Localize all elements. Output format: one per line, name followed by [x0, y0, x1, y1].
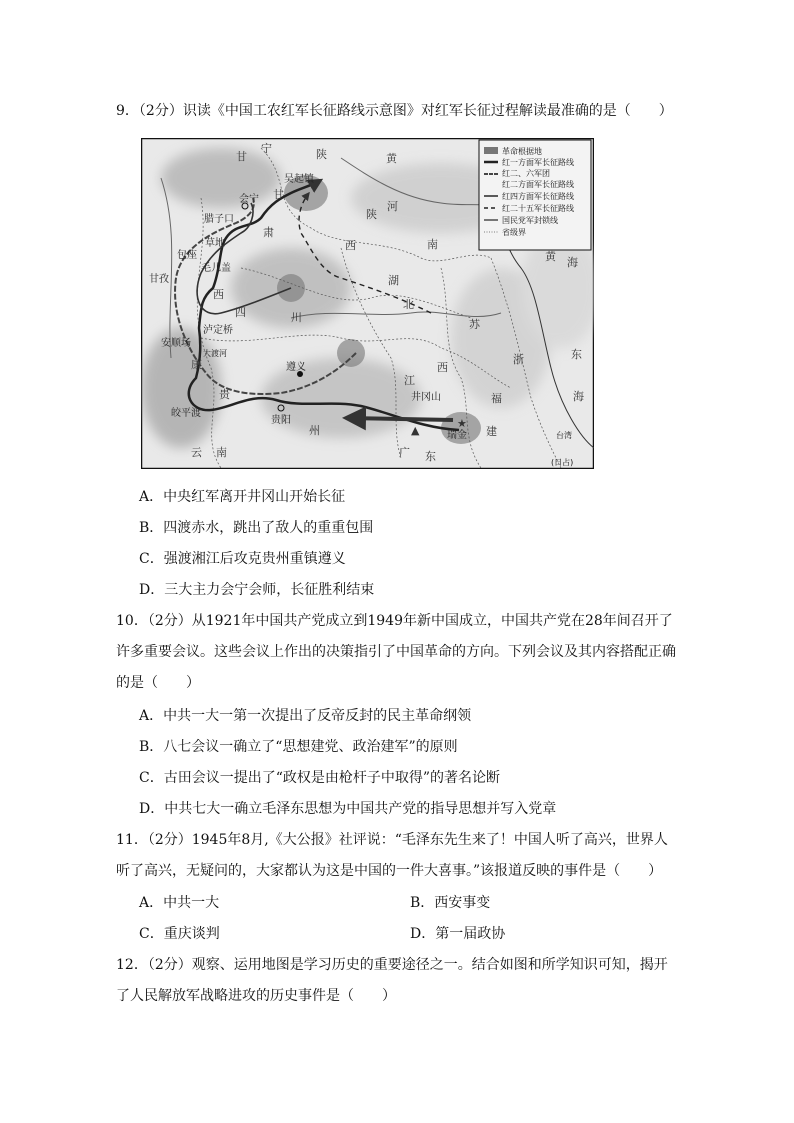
- place-baozuo: 包座: [177, 250, 197, 261]
- legend-red-25th: 红二十五军长征路线: [502, 204, 574, 213]
- region-gan: 甘: [236, 150, 247, 163]
- place-zunyi: 遵义: [286, 362, 306, 373]
- q11-option-b[interactable]: B．西安事变: [410, 895, 491, 911]
- region-su: 肃: [263, 226, 274, 239]
- place-jiaopingdu: 皎平渡: [171, 408, 201, 419]
- region-ning: 宁: [261, 142, 272, 155]
- q11-option-a[interactable]: A．中共一大: [139, 895, 220, 911]
- map-legend: [479, 140, 591, 250]
- place-ludingqiao: 泸定桥: [203, 325, 233, 336]
- region-he: 河: [387, 200, 398, 213]
- q11-option-c[interactable]: C．重庆谈判: [139, 926, 220, 942]
- place-riben: (日占): [551, 458, 574, 467]
- place-lazikou: 腊子口: [204, 214, 234, 225]
- region-hu: 湖: [388, 274, 399, 287]
- legend-base-area: 革命根据地: [502, 147, 542, 156]
- place-caodi: 草地: [205, 238, 225, 249]
- q10-option-b[interactable]: B．八七会议一确立了“思想建党、政治建军”的原则: [139, 739, 458, 755]
- region-kang: 康: [191, 358, 202, 371]
- region-shaan-2: 陕: [366, 208, 377, 221]
- region-gui: 贵: [219, 388, 230, 401]
- region-xi-2: 西: [437, 361, 448, 374]
- place-wuqizhen: 吴起镇: [284, 174, 314, 185]
- q9-option-a[interactable]: A．中央红军离开井冈山开始长征: [139, 489, 346, 505]
- place-maoergai: 毛儿盖: [201, 263, 231, 274]
- ruijin-star-icon: ★: [457, 417, 467, 430]
- region-nan-2: 南: [216, 446, 227, 459]
- place-guiyang: 贵阳: [271, 415, 291, 426]
- place-ruijin: 瑞金: [447, 430, 467, 441]
- route-arrow-from-ruijin: [346, 418, 453, 420]
- region-si: 四: [235, 306, 246, 319]
- region-jiang: 江: [404, 374, 415, 387]
- place-anshunchang: 安顺场: [161, 338, 191, 349]
- q10-option-d[interactable]: D．中共七大一确立毛泽东思想为中国共产党的指导思想并写入党章: [139, 801, 557, 817]
- jinggangshan-triangle-icon: ▲: [411, 424, 420, 437]
- legend-blockade: 国民党军封锁线: [502, 216, 558, 225]
- q9-option-c[interactable]: C．强渡湘江后攻克贵州重镇遵义: [139, 551, 346, 567]
- q12-stem: 12．（2分）观察、运用地图是学习历史的重要途径之一。结合如图和所学知识可知，揭开了人民解放军战略进攻的历史事件是（ ）: [116, 957, 668, 1004]
- base-area-xiangexi: [337, 339, 365, 367]
- region-guang: 广: [399, 446, 410, 459]
- region-zhou: 州: [309, 424, 320, 437]
- region-shaan: 陕: [316, 148, 327, 161]
- legend-red-1st: 红一方面军长征路线: [502, 158, 574, 167]
- q10-stem: 10．（2分）从1921年中国共产党成立到1949年新中国成立，中国共产党在28年间召开了许多重要会议。这些会议上作出的决策指引了中国革命的方向。下列会议及其内容搭配正确的是（ ）: [116, 613, 676, 691]
- legend-province-border: 省级界: [502, 228, 526, 237]
- region-dong-sea: 东: [571, 348, 582, 361]
- q9-option-b[interactable]: B．四渡赤水，跳出了敌人的重重包围: [139, 520, 374, 536]
- region-nan: 南: [427, 238, 438, 251]
- region-fu: 福: [491, 392, 502, 405]
- region-xi: 西: [345, 239, 356, 252]
- place-taiwan: 台湾: [556, 431, 572, 440]
- region-xi-3: 西: [213, 288, 224, 301]
- region-hai: 海: [567, 256, 578, 269]
- legend-red-4th: 红四方面军长征路线: [502, 192, 574, 201]
- legend-red-2-6: 红二、六军团: [502, 169, 550, 178]
- region-dong: 东: [425, 450, 436, 463]
- q11-stem: 11．（2分）1945年8月,《大公报》社评说：“毛泽东先生来了！中国人听了高兴，世界人听了高兴，无疑问的，大家都认为这是中国的一件大喜事。”该报道反映的事件是（ ）: [116, 832, 668, 879]
- region-zhe: 浙: [513, 353, 524, 366]
- region-yun: 云: [191, 446, 202, 459]
- region-chuan: 川: [291, 311, 302, 324]
- place-ganzi: 甘孜: [149, 274, 169, 285]
- q9-stem: 9．（2分）识读《中国工农红军长征路线示意图》对红军长征过程解读最准确的是（ ）: [116, 103, 673, 119]
- region-huang: 黄: [386, 152, 397, 165]
- region-su-2: 苏: [469, 318, 480, 331]
- region-hai-2: 海: [573, 390, 584, 403]
- region-huang-sea: 黄: [545, 250, 556, 263]
- q9-option-d[interactable]: D．三大主力会宁会师，长征胜利结束: [139, 582, 375, 598]
- q10-option-a[interactable]: A．中共一大一第一次提出了反帝反封的民主革命纲领: [139, 708, 472, 724]
- place-daduhe: 大渡河: [203, 349, 227, 358]
- place-huining: 会宁: [239, 194, 259, 205]
- long-march-map: [141, 138, 594, 469]
- region-jian: 建: [486, 425, 497, 438]
- legend-red-2nd: 红二方面军长征路线: [502, 180, 574, 189]
- q10-option-c[interactable]: C．古田会议一提出了“政权是由枪杆子中取得”的著名论断: [139, 770, 501, 786]
- region-bei: 北: [403, 298, 414, 311]
- region-gan-2: 甘: [273, 188, 284, 201]
- place-jinggangshan: 井冈山: [411, 392, 441, 403]
- q11-option-d[interactable]: D．第一届政协: [410, 926, 506, 942]
